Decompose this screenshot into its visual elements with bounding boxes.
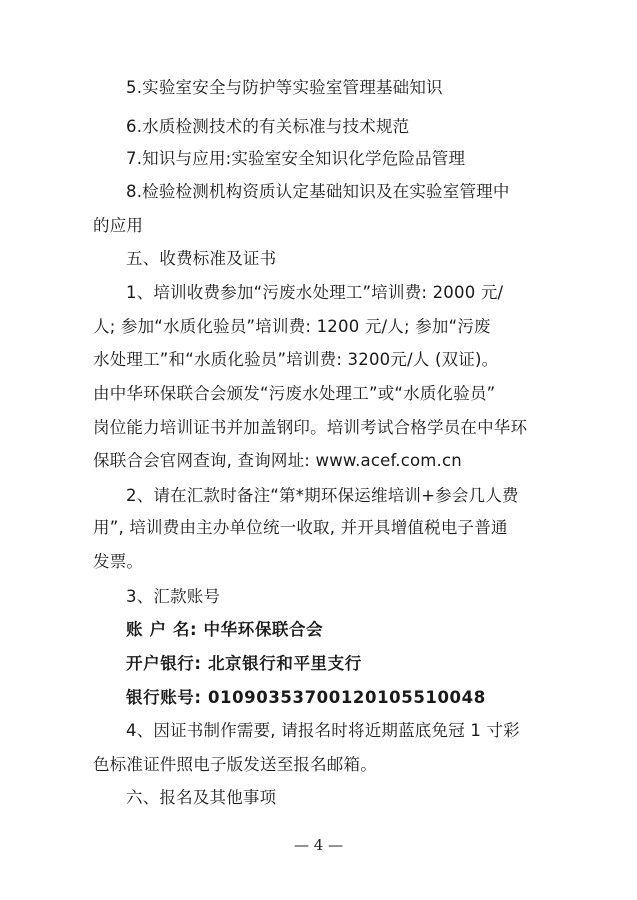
section-heading: 六、报名及其他事项 bbox=[126, 788, 277, 807]
account-name: 账 户 名: 中华环保联合会 bbox=[126, 620, 324, 639]
text-line: 1、培训收费参加“污废水处理工”培训费: 2000 元/ bbox=[126, 283, 504, 302]
section-heading: 五、收费标准及证书 bbox=[126, 249, 277, 268]
text-line: 色标准证件照电子版发送至报名邮箱。 bbox=[93, 755, 377, 774]
text-line: 由中华环保联合会颁发“污废水处理工”或“水质化验员” bbox=[93, 384, 496, 403]
bank-name: 开户银行: 北京银行和平里支行 bbox=[126, 654, 362, 673]
text-line: 保联合会官网查询, 查询网址: www.acef.com.cn bbox=[93, 451, 462, 470]
text-line: 的应用 bbox=[93, 216, 144, 235]
text-line: 人; 参加“水质化验员”培训费: 1200 元/人; 参加“污废 bbox=[93, 317, 491, 336]
text-line: 用”, 培训费由主办单位统一收取, 并开具增值税电子普通 bbox=[93, 518, 508, 537]
text-line: 岗位能力培训证书并加盖钢印。培训考试合格学员在中华环 bbox=[93, 418, 528, 437]
text-line: 5.实验室安全与防护等实验室管理基础知识 bbox=[126, 78, 443, 97]
text-line: 7.知识与应用:实验室安全知识化学危险品管理 bbox=[126, 149, 466, 168]
text-line: 4、因证书制作需要, 请报名时将近期蓝底免冠 1 寸彩 bbox=[126, 721, 520, 740]
account-number: 银行账号: 01090353700120105510048 bbox=[126, 688, 486, 707]
text-line: 水处理工”和“水质化验员”培训费: 3200元/人 (双证)。 bbox=[93, 350, 499, 369]
text-line: 发票。 bbox=[93, 552, 144, 571]
text-line: 2、请在汇款时备注“第*期环保运维培训+参会几人费 bbox=[126, 486, 519, 505]
text-line: 6.水质检测技术的有关标准与技术规范 bbox=[126, 117, 410, 136]
text-line: 8.检验检测机构资质认定基础知识及在实验室管理中 bbox=[126, 182, 510, 201]
section-heading: 3、汇款账号 bbox=[126, 587, 221, 606]
page-number: — 4 — bbox=[293, 836, 344, 854]
